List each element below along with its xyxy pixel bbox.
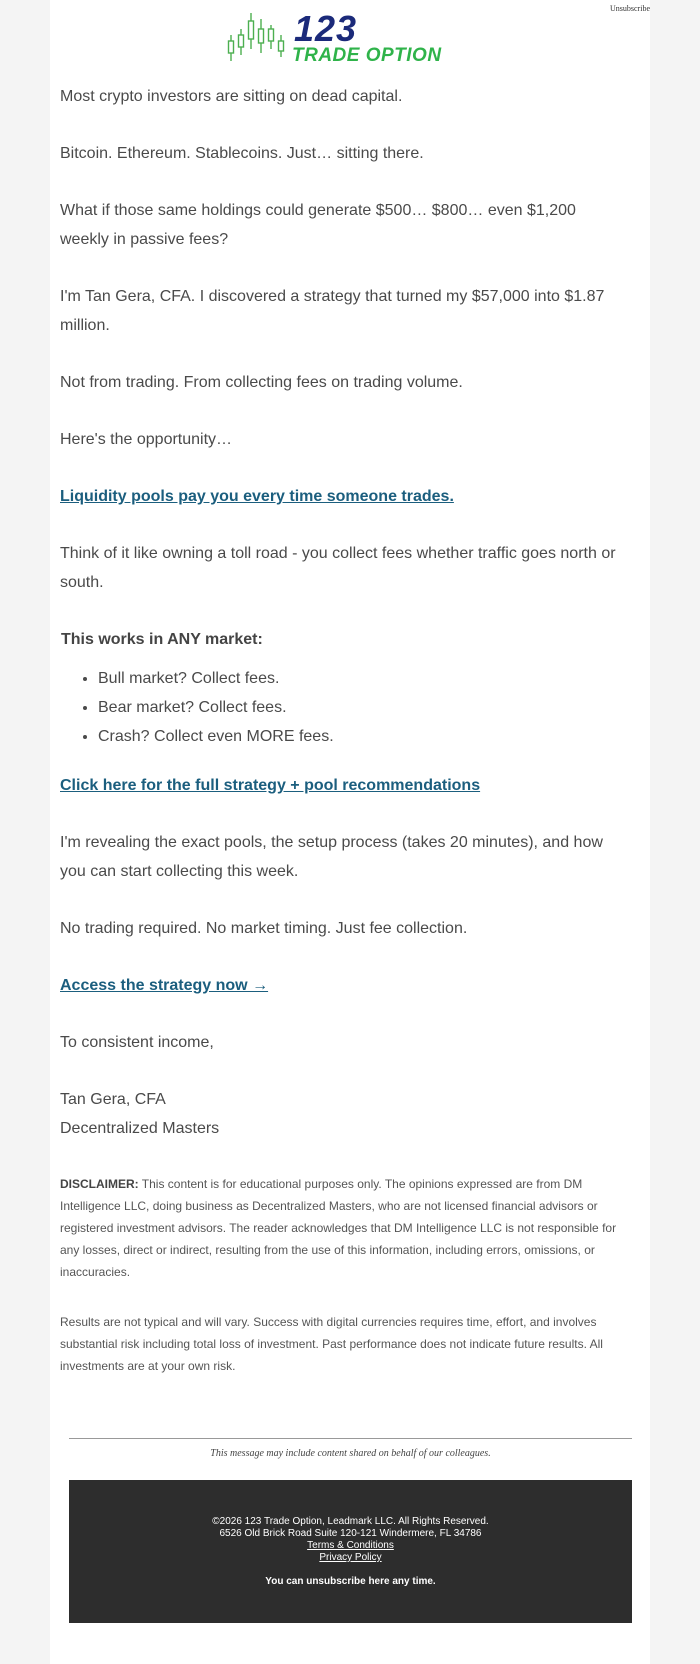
closing-line: To consistent income, (60, 1034, 214, 1051)
disclaimer-label: DISCLAIMER: (60, 1177, 139, 1191)
email-body (60, 82, 625, 1405)
liquidity-pools-link[interactable]: Liquidity pools pay you every time someone trades. (60, 488, 454, 505)
email-page (50, 0, 650, 1664)
list-item: • Crash? Collect even MORE fees. (98, 722, 625, 751)
terms-link[interactable]: Terms & Conditions (307, 1540, 394, 1551)
candlestick-icon (226, 11, 290, 67)
logo-number: 123 (294, 8, 358, 49)
footer-address: 6526 Old Brick Road Suite 120-121 Windermere, FL 34786 (219, 1528, 482, 1539)
signature-name: Tan Gera, CFA (60, 1091, 166, 1108)
footer-divider (69, 1438, 632, 1439)
signature-company: Decentralized Masters (60, 1120, 220, 1137)
footer (69, 1480, 632, 1623)
paragraph-revealing: I'm revealing the exact pools, the setup process (takes 20 minutes), and how you can start collecting this week. (60, 834, 603, 880)
disclaimer (60, 1173, 625, 1283)
paragraph-toll-road: Think of it like owning a toll road - you collect fees whether traffic goes north or south. (60, 545, 616, 591)
paragraph-opportunity: Here's the opportunity… (60, 431, 233, 448)
brand-logo (226, 8, 476, 67)
footer-copyright: ©2026 123 Trade Option, Leadmark LLC. All Rights Reserved. (212, 1516, 489, 1527)
market-bullet-list (60, 664, 625, 751)
paragraph-holdings: Bitcoin. Ethereum. Stablecoins. Just… sitting there. (60, 145, 424, 162)
footer-unsubscribe-link[interactable]: You can unsubscribe here any time. (265, 1576, 436, 1587)
paragraph-question: What if those same holdings could generate $500… $800… even $1,200 weekly in passive fees? (60, 202, 576, 248)
unsubscribe-link[interactable]: Unsubscribe (610, 4, 650, 13)
signature (60, 1085, 625, 1143)
paragraph-not-trading: Not from trading. From collecting fees on trading volume. (60, 374, 463, 391)
full-strategy-link[interactable]: Click here for the full strategy + pool recommendations (60, 777, 481, 794)
paragraph-author: I'm Tan Gera, CFA. I discovered a strategy that turned my $57,000 into $1.87 million. (60, 288, 605, 334)
paragraph-intro: Most crypto investors are sitting on dead capital. (60, 88, 403, 105)
market-heading: This works in ANY market: (61, 631, 263, 648)
list-item: • Bear market? Collect fees. (98, 693, 625, 722)
results-disclaimer: Results are not typical and will vary. Success with digital currencies requires time, effort, and involves substantial risk including total loss of investment. Past performance does not indicate future results. All investments are at your own risk. (60, 1315, 603, 1373)
privacy-link[interactable]: Privacy Policy (319, 1552, 382, 1563)
shared-content-note: This message may include content shared on behalf of our colleagues. (210, 1448, 491, 1459)
list-item: • Bull market? Collect fees. (98, 664, 625, 693)
logo-wordmark: TRADE OPTION (292, 45, 442, 66)
paragraph-no-trading: No trading required. No market timing. Just fee collection. (60, 920, 468, 937)
disclaimer-text: This content is for educational purposes only. The opinions expressed are from DM Intelligence LLC, doing business as Decentralized Masters, who are not licensed financial advisors or registered investment advisors. The reader acknowledges that DM Intelligence LLC is not responsible for any losses, direct or indirect, resulting from the use of this information, including errors, omissions, or inaccuracies. (60, 1177, 617, 1279)
access-strategy-link[interactable]: Access the strategy now → (60, 977, 269, 994)
